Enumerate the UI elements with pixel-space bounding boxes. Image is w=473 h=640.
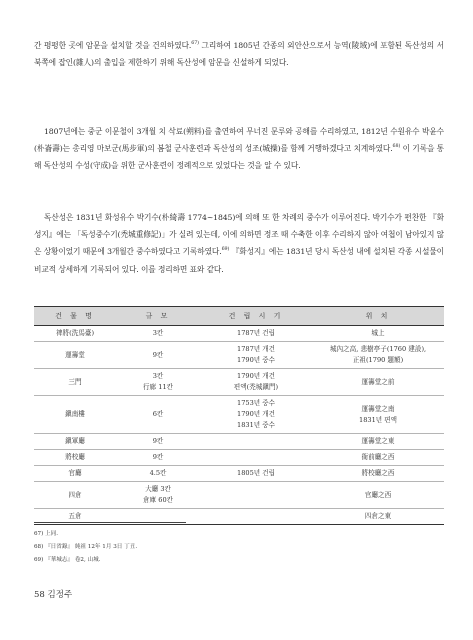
table-cell (312, 434, 444, 450)
table-cell-line: 官廳之西 (364, 490, 392, 499)
table-cell (200, 326, 312, 342)
table-cell (116, 369, 200, 396)
table-cell (34, 450, 116, 466)
table-cell-line: 9칸 (152, 437, 164, 445)
paragraph-2-text-a: 1807년에는 중군 이문철이 3개월 치 삭료(朔料)를 출연하여 무너진 문루와 공해를 수리하였고, 1812년 수원유수 박윤수(朴崙壽)는 총리영 마보군(馬步軍)의 봄철 군사훈련과 독산성의 성조(城操)를 함께 거행하겠다고 치계하였다. (34, 127, 444, 154)
table-cell-line: 四倉之東 (364, 512, 392, 520)
table-cell (312, 369, 444, 396)
table-cell-line: 4.5칸 (149, 469, 167, 477)
paragraph-2 (34, 123, 444, 175)
footnote-ref-67: 67) (191, 41, 199, 46)
paragraph-2-text-b: 이 기록을 통해 독산성의 수성(守成)을 위한 군사훈련이 정례적으로 있었다는 것을 알 수 있다. (34, 144, 444, 171)
facilities-table (34, 306, 444, 525)
footnote-67: 67) 上同. (34, 531, 59, 537)
table-row (34, 482, 444, 509)
table-cell-line: 城內之高, 悲樹亭子(1760 建設), (329, 345, 427, 353)
table-cell-line: 3칸 (152, 329, 164, 337)
table-cell-line: 三門 (68, 377, 82, 386)
table-cell-line: 9칸 (152, 453, 164, 461)
paragraph-3-text-b: 『화성지』에는 1831년 당시 독산성 내에 설치된 각종 시설물이 비교적 상세하게 기록되어 있다. 이를 정리하면 표와 같다. (34, 247, 445, 274)
table-cell (34, 326, 116, 342)
table-row (34, 342, 444, 369)
table-cell-line: 行廊 11칸 (142, 383, 174, 391)
table-cell-line: 運籌堂之前 (361, 377, 395, 386)
table-cell-line: 官廳 (68, 469, 82, 477)
table-cell (200, 509, 312, 525)
table-cell (116, 396, 200, 434)
table-cell-line: 1787년 건립 (237, 329, 275, 337)
table-cell (200, 482, 312, 509)
table-cell-line: 倉庫 60칸 (142, 496, 174, 504)
table-cell-line: 衙前廳之西 (361, 453, 395, 461)
table-cell (200, 466, 312, 482)
table-row (34, 369, 444, 396)
table-cell-line: 將校廳 (65, 453, 85, 461)
table-cell-line: 1787년 개건 (237, 345, 275, 353)
table-cell (34, 342, 116, 369)
table-cell-line: 1790년 개건 (237, 410, 275, 418)
table-cell-line: 1790년 개건 (237, 372, 275, 380)
table-cell (312, 450, 444, 466)
table-cell (312, 509, 444, 525)
table-cell (34, 369, 116, 396)
table-cell-line: 正祖(1790 題額) (352, 356, 404, 364)
table-row (34, 396, 444, 434)
table-cell-line: 將校廳之西 (361, 469, 395, 477)
paragraph-1-text-b: 그리하여 1805년 간종의 외안산으로서 능역(陵域)에 포함된 독산성의 서북쪽에 잡인(雜人)의 출입을 제한하기 위해 독산성에 암문을 신설하게 되었다. (34, 41, 444, 68)
table-cell-line: 運籌堂之東 (361, 437, 395, 445)
table-cell-line: 1831년 편액 (359, 415, 397, 424)
paragraph-1 (34, 37, 444, 71)
table-cell (34, 466, 116, 482)
table-cell (116, 434, 200, 450)
table-cell (312, 466, 444, 482)
table-cell-line: 1805년 건립 (237, 469, 275, 477)
table-cell (312, 396, 444, 434)
table-body (34, 326, 444, 525)
column-header: 위 치 (312, 307, 444, 326)
table-cell-line: 3칸 (152, 372, 164, 380)
table-cell (200, 396, 312, 434)
table-cell (34, 434, 116, 450)
table-cell (200, 342, 312, 369)
table-cell (200, 434, 312, 450)
table-cell-line: 大廳 3칸 (145, 485, 171, 493)
table-row (34, 434, 444, 450)
table-cell-line: 1753년 중수 (237, 399, 275, 407)
table-cell (312, 342, 444, 369)
page-folio: 58 김정주 (34, 590, 73, 600)
table-cell (200, 450, 312, 466)
column-header: 건 물 명 (34, 307, 116, 326)
paragraph-1-text-a: 간 평평한 곳에 암문을 설치할 것을 건의하였다. (34, 41, 192, 50)
table-cell-line: 四倉 (68, 490, 82, 499)
table-cell-line: 鎭軍廳 (65, 437, 85, 445)
table-cell (312, 326, 444, 342)
footnote-ref-69: 69) (221, 247, 230, 253)
footnote-68: 68) 『日省錄』 純祖 12年 1月 3日 丁丑. (34, 544, 138, 550)
table-cell (312, 482, 444, 509)
table-row (34, 326, 444, 342)
table-row (34, 466, 444, 482)
paragraph-3-text-a: 독산성은 1831년 화성유수 박기수(朴綺壽 1774~1845)에 의해 또 한 차례의 중수가 이루어진다. 박기수가 편찬한 『화성지』에는 「독성중수기(禿城重修記)」가 실려 있는데, 이에 의하면 정조 때 수축한 이후 수리하지 않아 여첩이 남아있지 않은 상황이었기 때문에 3개월간 중수하였다고 기록하였다. (34, 213, 444, 257)
table-cell (116, 482, 200, 509)
table-cell-line: 9칸 (152, 350, 164, 359)
paragraph-3 (34, 209, 444, 278)
table-cell-line: 1831년 중수 (237, 421, 275, 429)
column-header: 건 립 시 기 (200, 307, 312, 326)
table-cell-line: 1790년 중수 (237, 356, 275, 364)
table-cell (116, 450, 200, 466)
table-cell-line: 運籌堂 (65, 350, 85, 359)
column-header: 규 모 (116, 307, 200, 326)
table-cell-line: 五倉 (68, 512, 82, 520)
table-cell-line: 鎭南樓 (65, 410, 85, 418)
footnote-rule (34, 522, 186, 523)
table-cell (34, 482, 116, 509)
table-cell-line: 편액(禿城鎭門) (233, 383, 279, 391)
table-cell (34, 396, 116, 434)
table-cell (116, 342, 200, 369)
table-cell (200, 369, 312, 396)
table-cell-line: 6칸 (152, 410, 164, 418)
table-cell (116, 466, 200, 482)
table-cell-line: 城上 (371, 329, 385, 337)
footnote-69: 69) 『華城志』 卷2, 山城. (34, 557, 101, 563)
table-header-row (34, 307, 444, 326)
table-cell (116, 326, 200, 342)
table-row (34, 450, 444, 466)
table-cell-line: 運籌堂之南 (361, 404, 395, 413)
table-cell-line: 禆將(洗馬臺) (55, 329, 95, 337)
footnote-ref-68: 68) (392, 144, 401, 150)
